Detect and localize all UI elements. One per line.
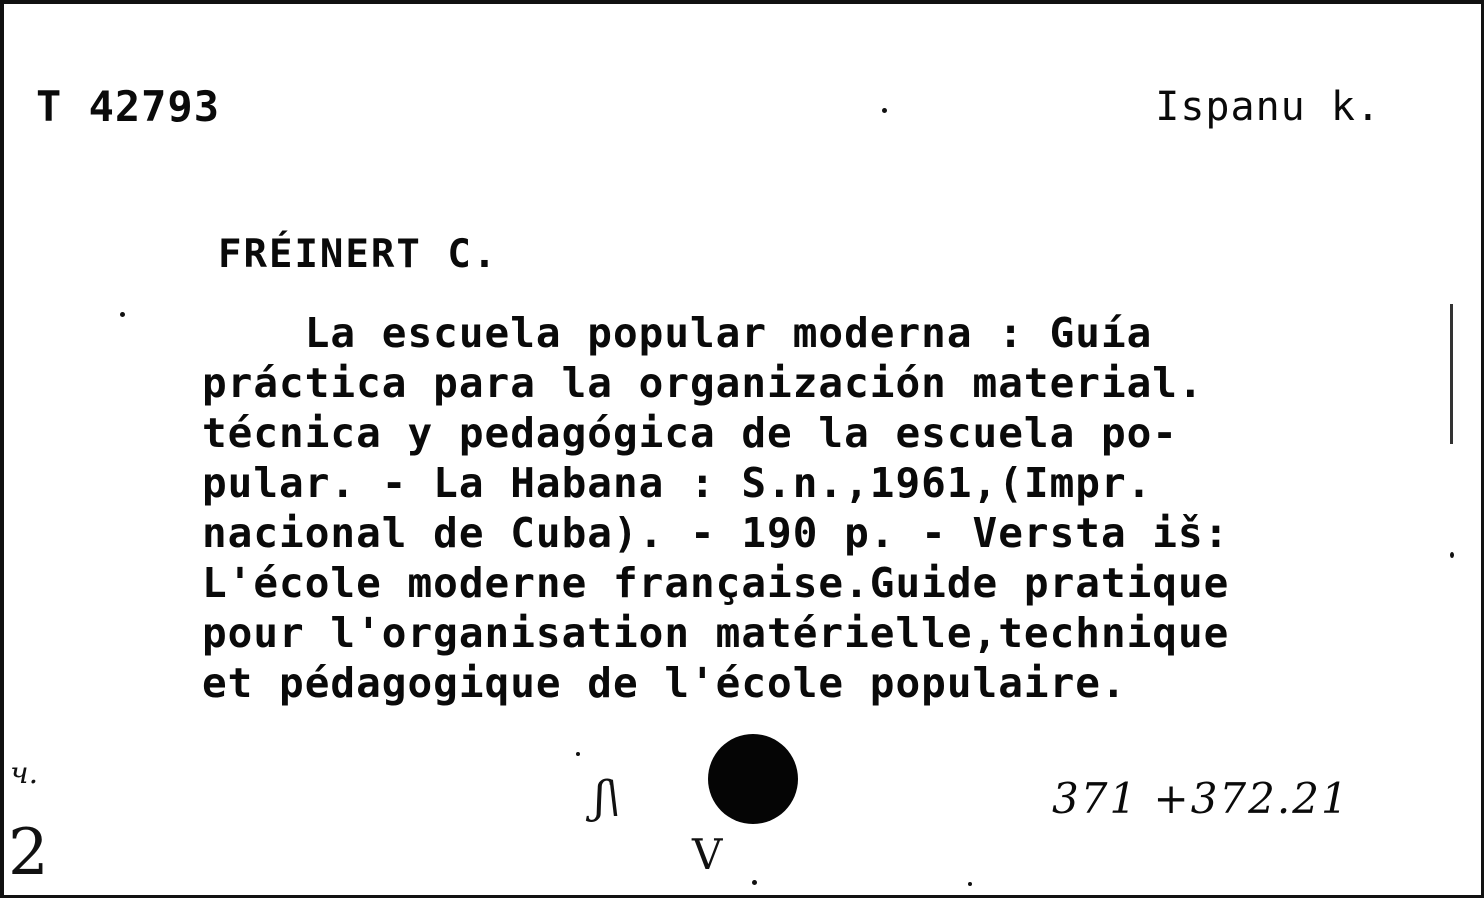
description-line: nacional de Cuba). - 190 p. - Versta iš: bbox=[202, 509, 1230, 557]
handwritten-check-mark: V bbox=[692, 830, 723, 879]
description-line: pour l'organisation matérielle,technique bbox=[202, 609, 1230, 657]
speck bbox=[1450, 552, 1454, 558]
call-number: T 42793 bbox=[36, 82, 221, 131]
description-line: práctica para la organización material. bbox=[202, 359, 1204, 407]
description-line: La escuela popular moderna : Guía bbox=[202, 309, 1153, 357]
description-line: et pédagogique de l'école populaire. bbox=[202, 659, 1127, 707]
handwritten-number-left: 2 bbox=[8, 816, 49, 890]
speck bbox=[968, 882, 972, 886]
handwritten-mark-top-left: ч. bbox=[10, 756, 39, 791]
description-line: técnica y pedagógica de la escuela po- bbox=[202, 409, 1178, 457]
language-label: Ispanu k. bbox=[1155, 84, 1381, 130]
speck bbox=[882, 108, 887, 113]
author-heading: FRÉINERT C. bbox=[218, 232, 499, 277]
description-line: L'école moderne française.Guide pratique bbox=[202, 559, 1230, 607]
handwritten-mark-center: ʃ\ bbox=[594, 772, 621, 823]
punch-hole bbox=[708, 734, 798, 824]
classification-code: 371 +372.21 bbox=[1052, 774, 1350, 823]
description-line: pular. - La Habana : S.n.,1961,(Impr. bbox=[202, 459, 1153, 507]
speck bbox=[752, 880, 757, 885]
speck bbox=[576, 752, 580, 756]
edge-mark bbox=[1450, 304, 1453, 444]
bibliographic-description bbox=[202, 308, 1422, 708]
speck bbox=[120, 312, 125, 317]
